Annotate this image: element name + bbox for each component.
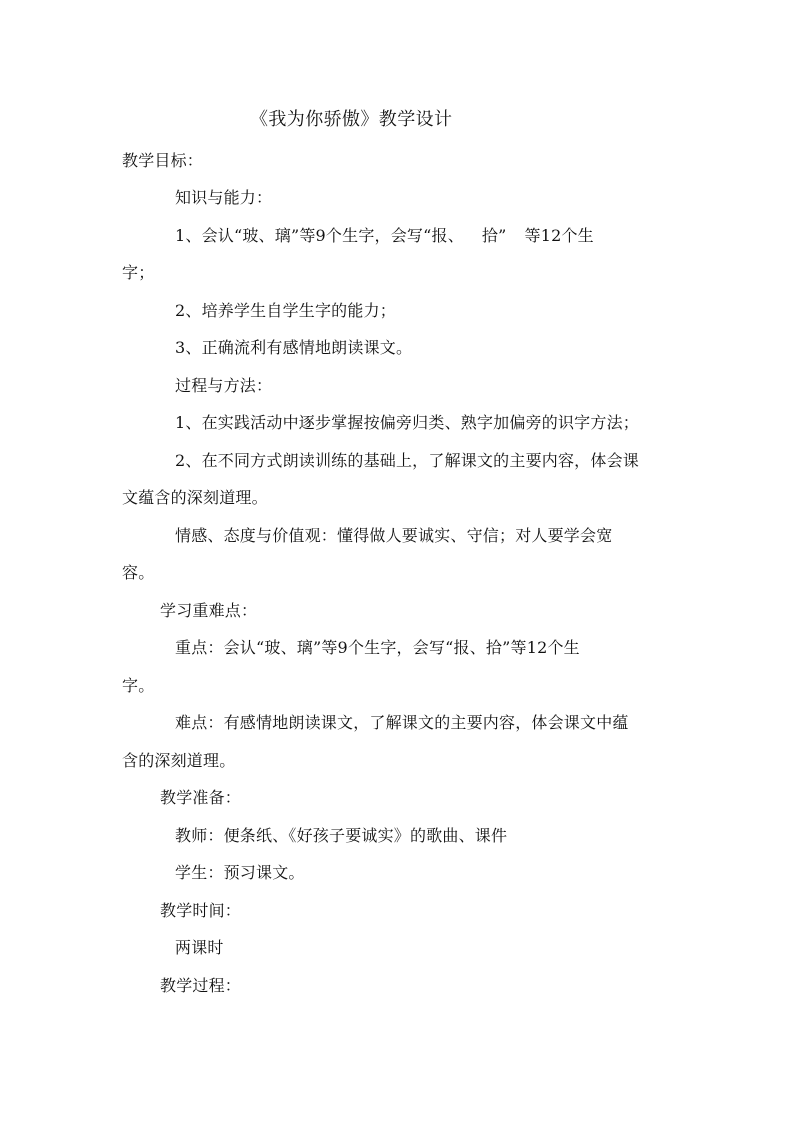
knowledge-item-1-line-2: 字； bbox=[122, 263, 155, 282]
knowledge-item-1-part-2: 拾” bbox=[481, 226, 507, 245]
knowledge-item-1-line-1 bbox=[175, 226, 594, 246]
teacher-preparation: 教师：便条纸、《好孩子要诚实》的歌曲、课件 bbox=[175, 826, 508, 845]
learning-focus-heading: 学习重难点： bbox=[160, 601, 258, 620]
teaching-time-value: 两课时 bbox=[175, 938, 224, 957]
emotion-values-line-2: 容。 bbox=[122, 563, 155, 582]
teaching-time-heading: 教学时间： bbox=[160, 901, 242, 920]
knowledge-item-2: 2、培养学生自学生字的能力； bbox=[175, 301, 396, 320]
key-point-line-2: 字。 bbox=[122, 676, 155, 695]
teaching-preparation-heading: 教学准备： bbox=[160, 788, 242, 807]
process-item-1: 1、在实践活动中逐步掌握按偏旁归类、熟字加偏旁的识字方法； bbox=[175, 413, 639, 432]
knowledge-ability-heading: 知识与能力： bbox=[175, 188, 273, 207]
knowledge-item-3: 3、正确流利有感情地朗读课文。 bbox=[175, 338, 413, 357]
student-preparation: 学生：预习课文。 bbox=[175, 863, 305, 882]
process-method-heading: 过程与方法： bbox=[175, 376, 273, 395]
process-item-2-line-1: 2、在不同方式朗读训练的基础上，了解课文的主要内容，体会课 bbox=[175, 451, 639, 470]
process-item-2-line-2: 文蕴含的深刻道理。 bbox=[122, 488, 268, 507]
emotion-values-line-1: 情感、态度与价值观：懂得做人要诚实、守信；对人要学会宽 bbox=[175, 526, 613, 545]
difficulty-line-2: 含的深刻道理。 bbox=[122, 751, 236, 770]
document-title: 《我为你骄傲》教学设计 bbox=[250, 109, 453, 130]
knowledge-item-1-part-1: 1、会认“玻、璃”等9个生字，会写“报、 bbox=[175, 226, 464, 245]
teaching-objectives-heading: 教学目标： bbox=[122, 151, 204, 170]
key-point-line-1: 重点：会认“玻、璃”等9个生字，会写“报、拾”等12个生 bbox=[175, 638, 580, 657]
knowledge-item-1-part-3: 等12个生 bbox=[524, 226, 594, 245]
difficulty-line-1: 难点：有感情地朗读课文，了解课文的主要内容，体会课文中蕴 bbox=[175, 713, 629, 732]
teaching-process-heading: 教学过程： bbox=[160, 976, 242, 995]
